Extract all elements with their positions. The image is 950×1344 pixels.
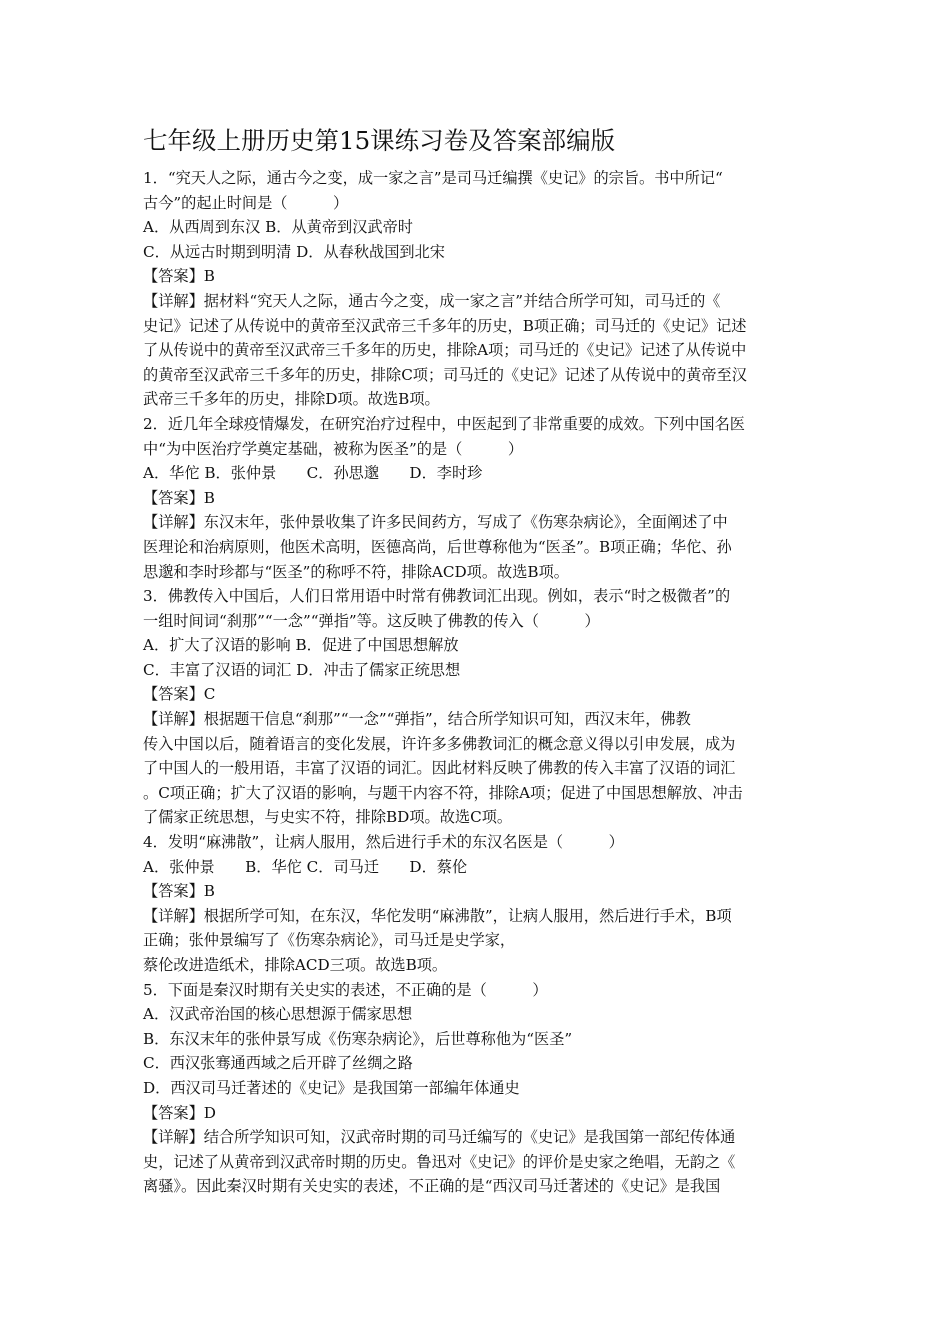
text-line: C．丰富了汉语的词汇 D．冲击了儒家正统思想 [143,660,461,679]
text-line: 的黄帝至汉武帝三千多年的历史，排除C项；司马迁的《史记》记述了从传说中的黄帝至汉 [143,365,747,384]
document-body [143,166,823,1199]
text-line: 史记》记述了从传说中的黄帝至汉武帝三千多年的历史，B项正确；司马迁的《史记》记述 [143,316,747,335]
text-line: 思邈和李时珍都与“医圣”的称呼不符，排除ACD项。故选B项。 [143,562,569,581]
text-line: C．西汉张骞通西域之后开辟了丝绸之路 [143,1054,413,1073]
text-line: 5．下面是秦汉时期有关史实的表述，不正确的是（ ） [143,980,548,999]
text-line: 正确；张仲景编写了《伤寒杂病论》，司马迁是史学家， [143,931,516,950]
text-line: 【答案】B [143,267,215,286]
text-line: 医理论和治病原则，他医术高明，医德高尚，后世尊称他为“医圣”。B项正确；华佗、孙 [143,537,732,556]
text-line: 离骚》。因此秦汉时期有关史实的表述，不正确的是“西汉司马迁著述的《史记》是我国 [143,1177,721,1196]
text-line: 。C项正确；扩大了汉语的影响，与题干内容不符，排除A项；促进了中国思想解放、冲击 [143,783,743,802]
text-line: D．西汉司马迁著述的《史记》是我国第一部编年体通史 [143,1078,520,1097]
text-line: 一组时间词“刹那”“一念”“弹指”等。这反映了佛教的传入（ ） [143,611,600,630]
text-line: 2．近几年全球疫情爆发，在研究治疗过程中，中医起到了非常重要的成效。下列中国名医 [143,414,745,433]
text-line: 【详解】结合所学知识可知，汉武帝时期的司马迁编写的《史记》是我国第一部纪传体通 [143,1128,736,1147]
text-line: 史，记述了从黄帝到汉武帝时期的历史。鲁迅对《史记》的评价是史家之绝唱，无韵之《 [143,1152,736,1171]
document-title: 七年级上册历史第15课练习卷及答案部编版 [143,126,616,155]
text-line: 武帝三千多年的历史，排除D项。故选B项。 [143,390,440,409]
text-line: 了儒家正统思想，与史实不符，排除BD项。故选C项。 [143,808,513,827]
text-line: 了中国人的一般用语，丰富了汉语的词汇。因此材料反映了佛教的传入丰富了汉语的词汇 [143,759,736,778]
text-line: A．张仲景 B．华佗 C．司马迁 D．蔡伦 [143,857,468,876]
text-line: A．扩大了汉语的影响 B．促进了中国思想解放 [143,636,459,655]
text-line: 3．佛教传入中国后，人们日常用语中时常有佛教词汇出现。例如，表示“时之极微者”的 [143,587,731,606]
text-line: 【详解】根据题干信息“刹那”“一念”“弹指”，结合所学知识可知，西汉末年，佛教 [143,710,691,729]
text-line: 【详解】东汉末年，张仲景收集了许多民间药方，写成了《伤寒杂病论》，全面阐述了中 [143,513,728,532]
text-line: 【详解】据材料“究天人之际，通古今之变，成一家之言”并结合所学可知，司马迁的《 [143,291,721,310]
text-line: A．从西周到东汉 B．从黄帝到汉武帝时 [143,218,413,237]
text-line: 古今”的起止时间是（ ） [143,193,349,212]
text-line: 1．“究天人之际，通古今之变，成一家之言”是司马迁编撰《史记》的宗旨。书中所记“ [143,169,723,187]
text-line: 【答案】D [143,1103,216,1122]
text-line: B．东汉末年的张仲景写成《伤寒杂病论》，后世尊称他为“医圣” [143,1029,573,1048]
text-line: 【答案】B [143,488,215,507]
text-line: 传入中国以后，随着语言的变化发展，许许多多佛教词汇的概念意义得以引申发展，成为 [143,734,736,753]
text-line: 了从传说中的黄帝至汉武帝三千多年的历史，排除A项；司马迁的《史记》记述了从传说中 [143,341,747,360]
text-line: 【详解】根据所学可知，在东汉，华佗发明“麻沸散”，让病人服用，然后进行手术，B项 [143,906,732,925]
text-line: A．华佗 B．张仲景 C．孙思邈 D．李时珍 [143,464,483,483]
text-line: 蔡伦改进造纸术，排除ACD三项。故选B项。 [143,956,448,974]
text-line: 【答案】B [143,882,215,901]
text-line: C．从远古时期到明清 D．从春秋战国到北宋 [143,242,445,261]
text-line: 4．发明“麻沸散”，让病人服用，然后进行手术的东汉名医是（ ） [143,833,624,852]
text-line: A．汉武帝治国的核心思想源于儒家思想 [143,1005,413,1024]
text-line: 【答案】C [143,685,216,704]
text-line: 中“为中医治疗学奠定基础，被称为医圣”的是（ ） [143,439,524,458]
